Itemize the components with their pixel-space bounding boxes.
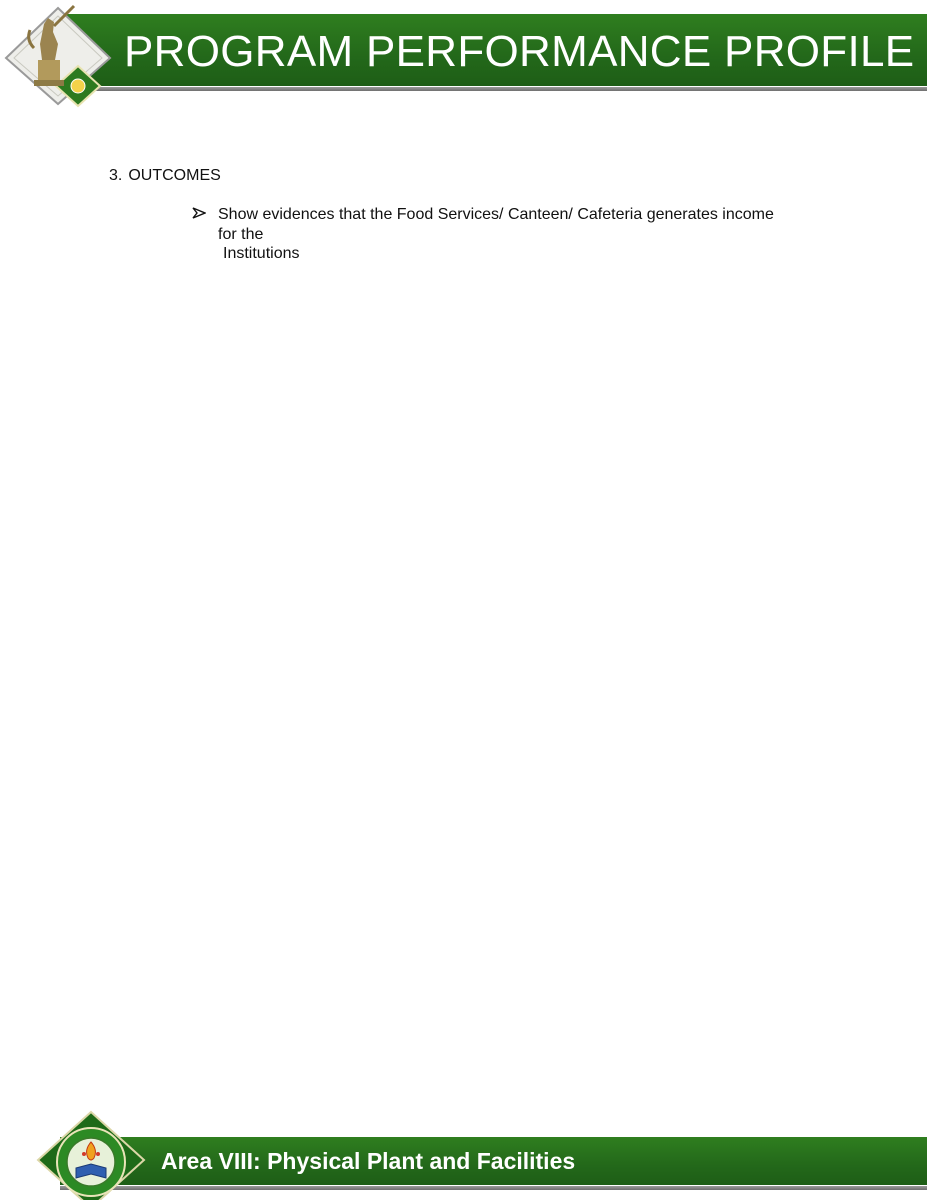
section-title: OUTCOMES: [128, 167, 221, 184]
athena-statue-logo-icon: [0, 0, 120, 110]
footer-title: Area VIII: Physical Plant and Facilities: [161, 1148, 576, 1174]
university-seal-icon: [34, 1110, 148, 1200]
bullet-line-1: Show evidences that the Food Services/ Canteen/ Cafeteria generates income: [218, 206, 774, 223]
footer-underline: [60, 1186, 927, 1190]
bullet-line-3: Institutions: [223, 245, 300, 262]
section-heading: [109, 166, 221, 185]
section-number: 3.: [109, 167, 123, 184]
arrowhead-bullet-icon: [192, 206, 206, 220]
header-underline: [58, 87, 927, 91]
list-item: [218, 205, 818, 264]
page-title: PROGRAM PERFORMANCE PROFILE: [124, 27, 915, 76]
bullet-line-2: for the: [218, 225, 264, 243]
